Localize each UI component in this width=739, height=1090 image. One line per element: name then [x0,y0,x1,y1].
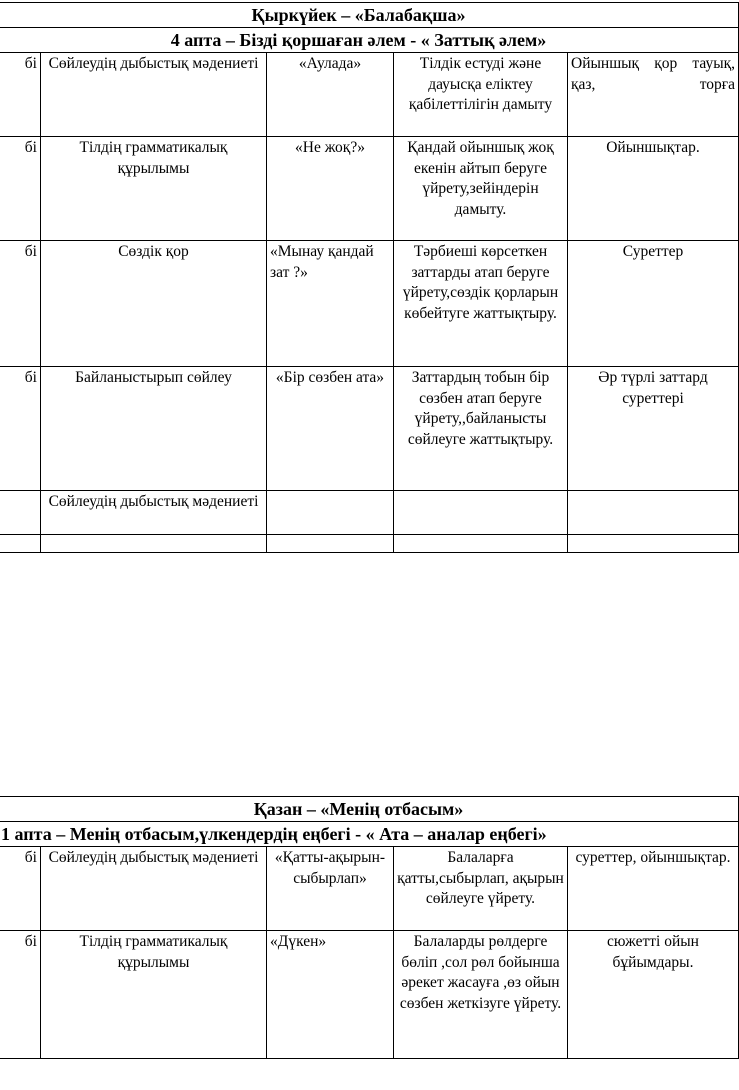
cell-type: бі [0,931,41,1059]
cell-topic [267,491,394,535]
table-october [0,796,739,1059]
cell-section: Сөйлеудің дыбыстық мәдениеті [41,491,267,535]
cell-topic: «Мынау қандай зат ?» [267,241,394,367]
cell-goal [394,491,568,535]
cell-topic: «Қатты-ақырын-сыбырлап» [267,847,394,931]
cell-goal [394,535,568,553]
week-title: 4 апта – Бізді қоршаған әлем - « Заттық әлем» [0,28,739,53]
cell-section: Сөздік қор [41,241,267,367]
cell-type: бі [0,241,41,367]
month-title: Қыркүйек – «Балабақша» [0,3,739,28]
cell-type [0,535,41,553]
table-row [0,491,739,535]
cell-topic: «Аулада» [267,53,394,137]
cell-goal: Тәрбиеші көрсеткен заттарды атап беруге үйрету,сөздік қорларын көбейтуге жаттықтыру. [394,241,568,367]
cell-section: Сөйлеудің дыбыстық мәдениеті [41,847,267,931]
cell-section: Тілдің грамматикалық құрылымы [41,931,267,1059]
cell-topic: «Не жоқ?» [267,137,394,241]
table-row [0,847,739,931]
cell-materials: Суреттер [568,241,739,367]
week-title-row [0,822,739,847]
cell-materials [568,535,739,553]
cell-section: Байланыстырып сөйлеу [41,367,267,491]
cell-type: бі [0,137,41,241]
table-september [0,2,739,553]
table-row [0,137,739,241]
cell-materials: Ойыншықтар. [568,137,739,241]
cell-topic: «Бір сөзбен ата» [267,367,394,491]
cell-topic [267,535,394,553]
cell-materials: Әр түрлі заттард суреттері [568,367,739,491]
cell-goal: Балаларға қатты,сыбырлап, ақырын сөйлеуге үйрету. [394,847,568,931]
week-title-row [0,28,739,53]
cell-section: Сөйлеудің дыбыстық мәдениеті [41,53,267,137]
cell-type: бі [0,53,41,137]
cell-topic: «Дүкен» [267,931,394,1059]
cell-materials: суреттер, ойыншықтар. [568,847,739,931]
cell-goal: Тілдік естуді және дауысқа еліктеу қабілеттілігін дамыту [394,53,568,137]
cell-type: бі [0,367,41,491]
cell-materials: сюжетті ойын бұйымдары. [568,931,739,1059]
table-row [0,241,739,367]
table-row [0,535,739,553]
month-title-row [0,797,739,822]
month-title: Қазан – «Менің отбасым» [0,797,739,822]
cell-section: Тілдің грамматикалық құрылымы [41,137,267,241]
table-row [0,367,739,491]
table-row [0,53,739,137]
cell-type [0,491,41,535]
table-row [0,931,739,1059]
week-title: 1 апта – Менің отбасым,үлкендердің еңбегі - « Ата – аналар еңбегі» [0,822,739,847]
cell-section [41,535,267,553]
cell-type: бі [0,847,41,931]
cell-goal: Заттардың тобын бір сөзбен атап беруге үйрету,,байланысты сөйлеуге жаттықтыру. [394,367,568,491]
cell-materials: Ойыншық қор тауық, қаз, торға [568,53,739,137]
cell-materials [568,491,739,535]
cell-goal: Балаларды рөлдерге бөліп ,сол рөл бойынша әрекет жасауға ,өз ойын сөзбен жеткізуге үйрету. [394,931,568,1059]
month-title-row [0,3,739,28]
cell-goal: Қандай ойыншық жоқ екенін айтып беруге үйрету,зейіндерін дамыту. [394,137,568,241]
